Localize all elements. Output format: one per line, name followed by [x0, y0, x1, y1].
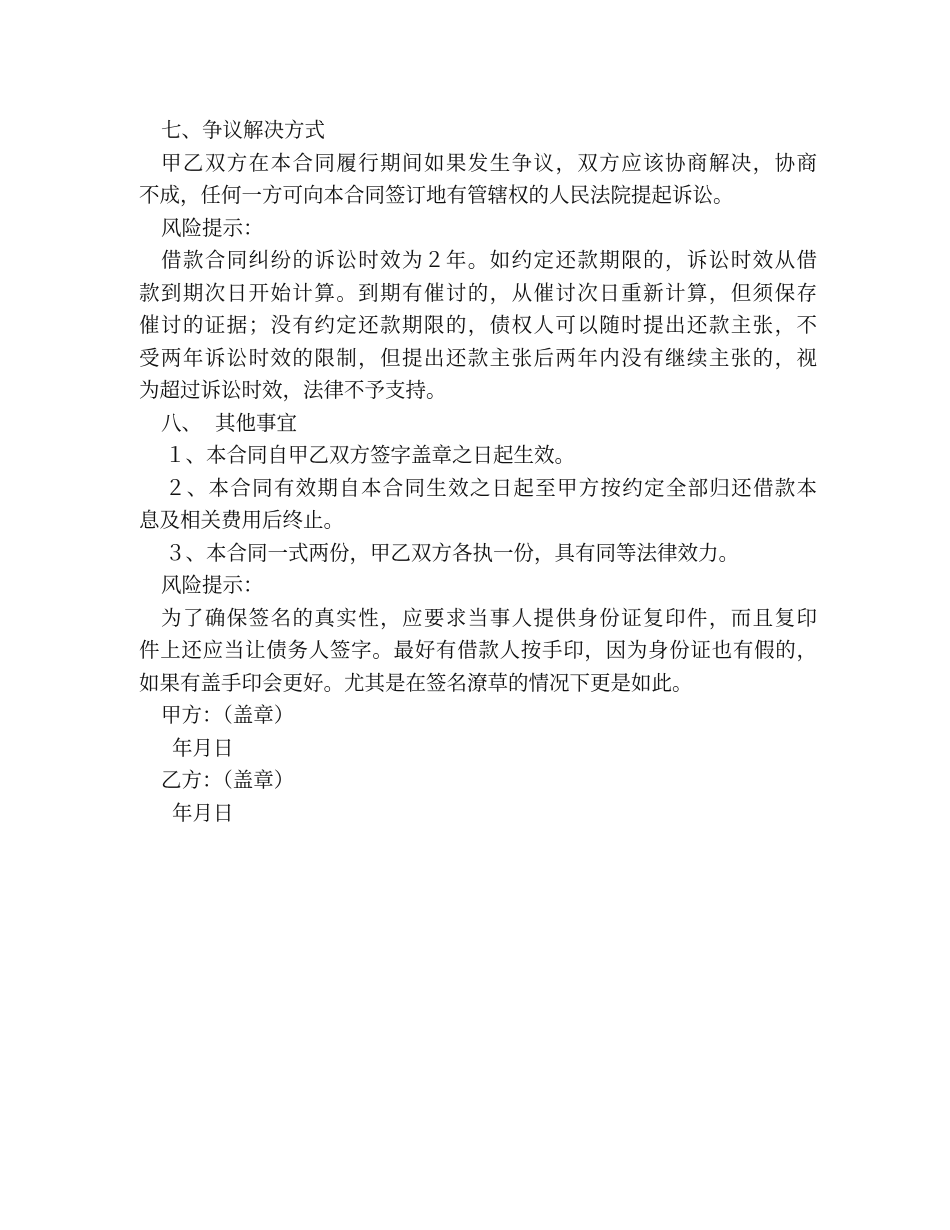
section-8-risk-label: 风险提示：: [161, 573, 264, 597]
section-8-heading: 八、 其他事宜: [161, 410, 298, 435]
section-7-risk-line-5: 为超过诉讼时效，法律不予支持。: [139, 378, 447, 402]
section-7-risk-line-4: 受两年诉讼时效的限制，但提出还款主张后两年内没有继续主张的，视: [139, 345, 817, 370]
section-7-heading: 七、争议解决方式: [161, 118, 325, 142]
party-b-date: 年月日: [172, 800, 234, 825]
section-8-item-2-line-1: ２、本合同有效期自本合同生效之日起至甲方按约定全部归还借款本: [165, 475, 817, 500]
party-b-signature: 乙方：（盖章）: [161, 768, 295, 792]
document-page: [139, 114, 817, 829]
party-a-signature: 甲方：（盖章）: [161, 703, 295, 727]
section-8-risk-line-2: 件上还应当让债务人签字。最好有借款人按手印，因为身份证也有假的，: [139, 638, 817, 662]
section-7-body-line-2: 不成，任何一方可向本合同签订地有管辖权的人民法院提起诉讼。: [139, 183, 734, 207]
section-8-risk-line-1: 为了确保签名的真实性，应要求当事人提供身份证复印件，而且复印: [161, 605, 817, 630]
section-8-item-2-line-2: 息及相关费用后终止。: [139, 508, 344, 532]
section-7-risk-line-3: 催讨的证据；没有约定还款期限的，债权人可以随时提出还款主张，不: [139, 313, 817, 337]
section-8-item-1: １、本合同自甲乙双方签字盖章之日起生效。: [165, 443, 575, 467]
section-7-body-line-1: 甲乙双方在本合同履行期间如果发生争议，双方应该协商解决，协商: [161, 150, 817, 175]
section-8-risk-line-3: 如果有盖手印会更好。尤其是在签名潦草的情况下更是如此。: [139, 670, 693, 695]
section-7-risk-label: 风险提示：: [161, 215, 264, 240]
section-7-risk-line-1: 借款合同纠纷的诉讼时效为２年。如约定还款期限的，诉讼时效从借: [161, 248, 817, 272]
section-8-item-3: ３、本合同一式两份，甲乙双方各执一份，具有同等法律效力。: [165, 540, 739, 565]
party-a-date: 年月日: [172, 735, 234, 760]
section-7-risk-line-2: 款到期次日开始计算。到期有催讨的，从催讨次日重新计算，但须保存: [139, 280, 817, 305]
